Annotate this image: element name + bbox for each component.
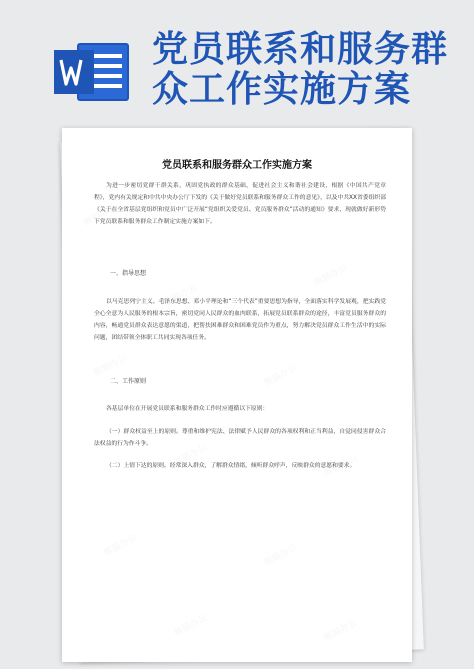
intro-paragraph: 为进一步密切党群干群关系，巩固党执政的群众基础，促进社会主义和谐社会建设，根据《中国共产党章程》，党内有关规定和中共中央办公厅下发的《关于做好党员联系和服务群众工作的意见》，以及中共XX省委组织部《关于在全省基层党组织和党员中广泛开展“党组织关爱党员、党员服务群众”活动的通知》要求，现就做好新形势下党员联系和服务群众工作制定实施方案如下。 <box>94 183 386 225</box>
watermark: 熊猫办公 <box>242 182 279 209</box>
principle-1: （一）群众权益至上的原则。尊重和维护宪法、法律赋予人民群众的各项权利和正当利益，自觉同侵害群众合法权益的行为作斗争。 <box>94 429 386 447</box>
banner-title-line1: 党员联系和服务群 <box>152 29 449 70</box>
watermark: 熊猫办公 <box>322 617 359 644</box>
document-page <box>62 128 412 662</box>
watermark: 熊猫办公 <box>322 452 359 479</box>
principle-2: （二）上情下达的原则。经常深入群众，了解群众情绪，倾听群众呼声，反映群众的意愿和要求。 <box>106 463 356 469</box>
watermark: 熊猫办公 <box>102 532 139 559</box>
watermark: 熊猫办公 <box>172 442 209 469</box>
section1-heading: 一、指导思想 <box>110 270 147 277</box>
watermark: 熊猫办公 <box>172 612 209 639</box>
watermark: 熊猫办公 <box>162 282 199 309</box>
word-document-icon <box>52 40 130 104</box>
banner-title-line2: 众工作实施方案 <box>152 69 412 110</box>
watermark: 熊猫办公 <box>262 362 299 389</box>
section1-body: 以马克思列宁主义、毛泽东思想、邓小平理论和“三个代表”重要思想为指导，全面落实科学发展观，把实践党全心全意为人民服务的根本宗旨，密切党同人民群众的血肉联系，拓展党员联系群众的途径，丰富党员服务群众的内容，畅通党员群众表达意愿的渠道，把帮扶困难群众和困难党员作为重点，努力解决党员群众工作生活中的实际问题，团结带领全体职工共同实现各项任务。 <box>94 299 386 341</box>
watermark: 熊猫办公 <box>82 202 119 229</box>
watermark: 熊猫办公 <box>92 352 129 379</box>
banner <box>0 0 474 120</box>
watermark: 熊猫办公 <box>312 262 349 289</box>
document-title: 党员联系和服务群众工作实施方案 <box>162 160 312 171</box>
section2-intro: 各基层单位在开展党员联系和服务群众工作时应遵循以下原则： <box>106 406 269 412</box>
section2-heading: 二、工作原则 <box>110 378 147 385</box>
banner-title <box>152 30 472 110</box>
watermark: 熊猫办公 <box>262 542 299 569</box>
